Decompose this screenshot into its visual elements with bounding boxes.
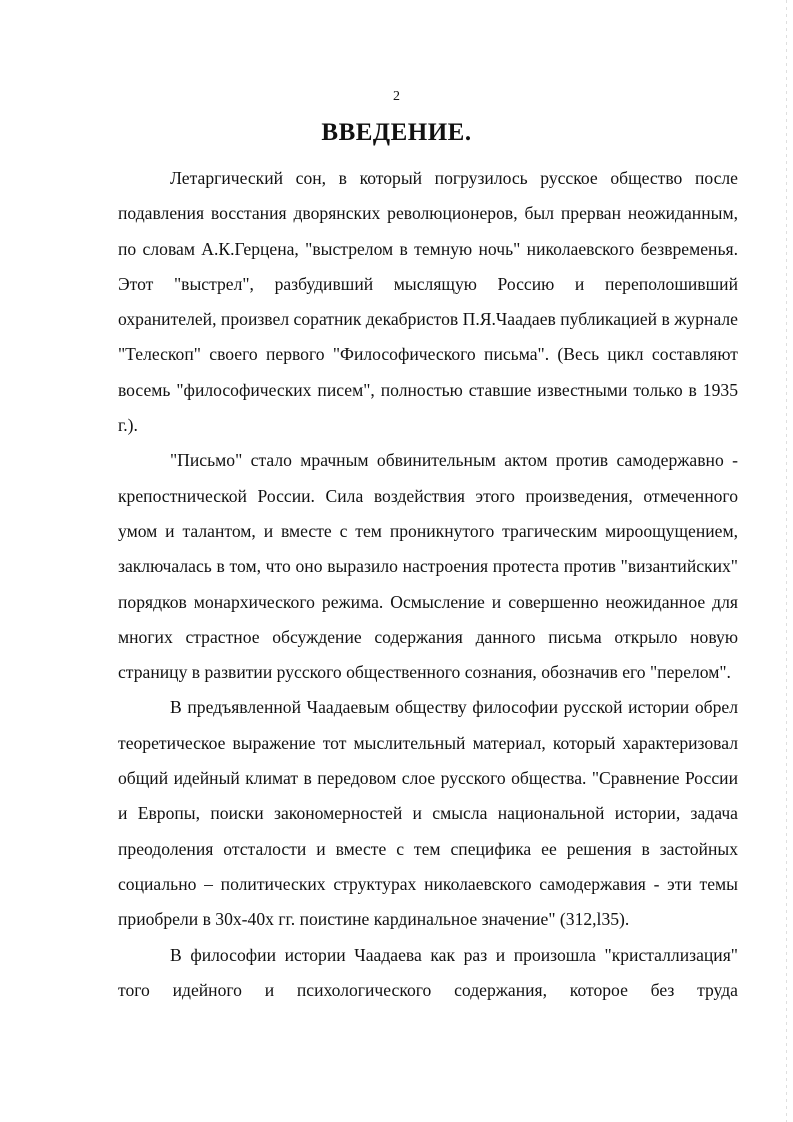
paragraph-1: Летаргический сон, в который погрузилось русское общество после подавления восстания дворянских революционеров, был прерван неожиданным, по словам А.К.Герцена, "выстрелом в темную ночь" николаевского безвременья. Этот "выстрел", разбудивший мыслящую Россию и переполошивший охранителей, произвел соратник декабристов П.Я.Чаадаев публикацией в журнале "Телескоп" своего первого "Философического письма". (Весь цикл составляют восемь "философических писем", полностью ставшие известными только в 1935 г.). bbox=[118, 168, 738, 436]
section-title: ВВЕДЕНИЕ. bbox=[321, 119, 472, 146]
scan-edge-artifact bbox=[786, 0, 787, 1122]
paragraph-4: В философии истории Чаадаева как раз и произошла "кристаллизация" того идейного и психологического содержания, которое без труда bbox=[118, 944, 738, 1000]
paragraph-3: В предъявленной Чаадаевым обществу философии русской истории обрел теоретическое выражение тот мыслительный материал, который характеризовал общий идейный климат в передовом слое русского общества. "Сравнение России и Европы, поиски закономерностей и смысла национальной истории, задача преодоления отсталости и вместе с тем специфика ее решения в застойных социально – политических структурах николаевского самодержавия - эти темы приобрели в 30х-40х гг. поистине кардинальное значение" (312,l35). bbox=[118, 697, 738, 930]
paragraph-2: "Письмо" стало мрачным обвинительным актом против самодержавно - крепостнической России. Сила воздействия этого произведения, отмеченного умом и талантом, и вместе с тем проникнутого трагическим мироощущением, заключалась в том, что оно выразило настроения протеста против "византийских" порядков монархического режима. Осмысление и совершенно неожиданное для многих страстное обсуждение содержания данного письма открыло новую страницу в развитии русского общественного сознания, обозначив его "перелом". bbox=[118, 450, 738, 683]
page-number: 2 bbox=[393, 89, 400, 104]
body-text bbox=[118, 161, 738, 1008]
